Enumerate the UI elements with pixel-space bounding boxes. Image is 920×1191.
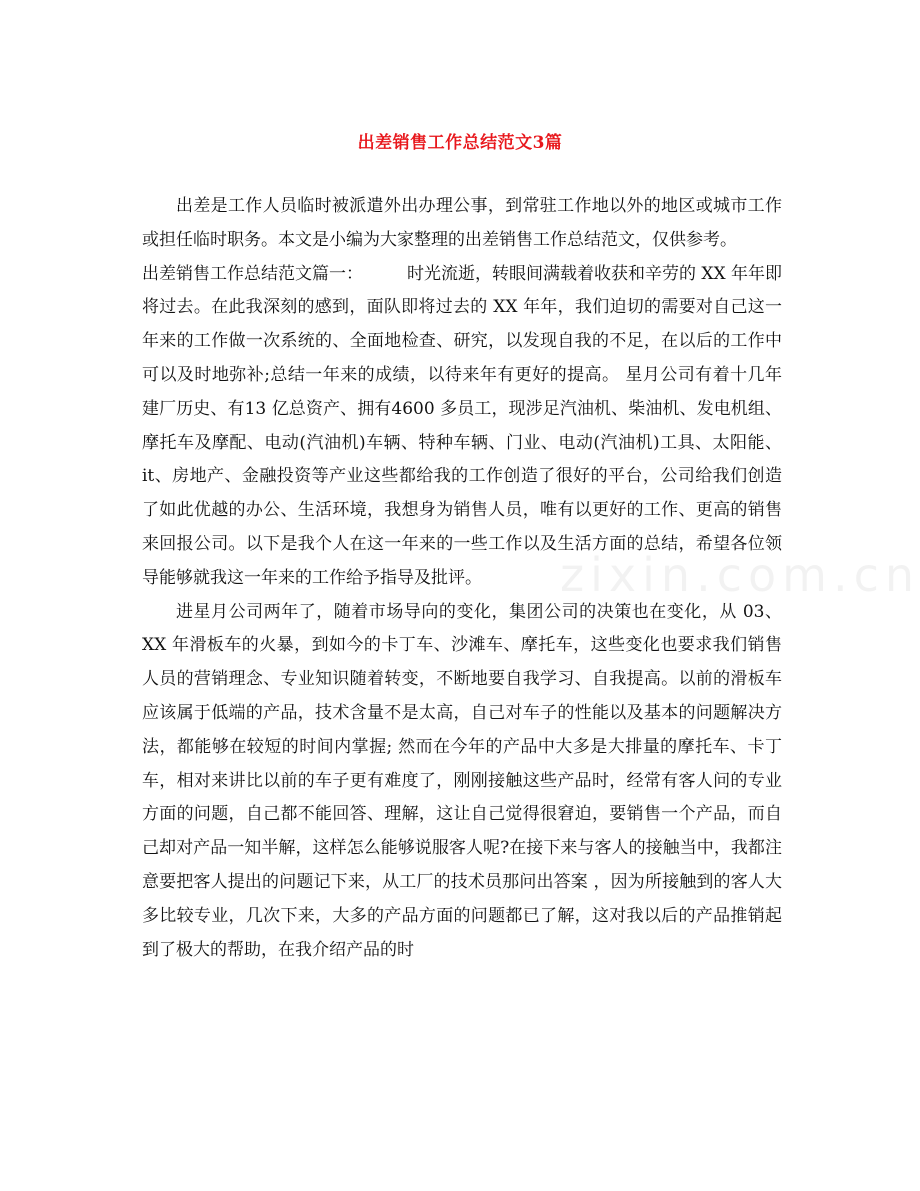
document-title: 出差销售工作总结范文3篇: [357, 133, 563, 153]
section-body: 时光流逝，转眼间满载着收获和辛劳的 XX 年年即将过去。在此我深刻的感到，面队即将过去的 XX 年年，我们迫切的需要对自己这一年来的工作做一次系统的、全面地检查、研究，以发现自我的不足，在以后的工作中可以及时地弥补;总结一年来的成绩，以待来年有更好的提高。 星月公司有着十几年建厂历史、有13 亿总资产、拥有4600 多员工，现涉足汽油机、柴油机、发电机组、摩托车及摩配、电动(汽油机)车辆、特种车辆、门业、电动(汽油机)工具、太阳能、it、房地产、金融投资等产业这些都给我的工作创造了很好的平台，公司给我们创造了如此优越的办公、生活环境，我想身为销售人员，唯有以更好的工作、更高的销售来回报公司。以下是我个人在这一年来的一些工作以及生活方面的总结，希望各位领导能够就我这一年来的工作给予指导及批评。: [142, 263, 783, 588]
watermark: zixin.com.cn: [560, 548, 920, 602]
intro-paragraph: 出差是工作人员临时被派遣外出办理公事，到常驻工作地以外的地区或城市工作或担任临时职务。本文是小编为大家整理的出差销售工作总结范文，仅供参考。: [142, 196, 782, 250]
second-paragraph: 进星月公司两年了，随着市场导向的变化，集团公司的决策也在变化，从 03、XX 年滑板车的火暴，到如今的卡丁车、沙滩车、摩托车，这些变化也要求我们销售人员的营销理念、专业知识随着转变，不断地要自我学习、自我提高。以前的滑板车应该属于低端的产品，技术含量不是太高，自己对车子的性能以及基本的问题解决方法，都能够在较短的时间内掌握; 然而在今年的产品中大多是大排量的摩托车、卡丁车，相对来讲比以前的车子更有难度了，刚刚接触这些产品时，经常有客人问的专业方面的问题，自己都不能回答、理解，这让自己觉得很窘迫，要销售一个产品，而自己却对产品一知半解，这样怎么能够说服客人呢?在接下来与客人的接触当中，我都注意要把客人提出的问题记下来，从工厂的技术员那问出答案 ，因为所接触到的客人大多比较专业，几次下来，大多的产品方面的问题都已了解，这对我以后的产品推销起到了极大的帮助，在我介绍产品的时: [142, 601, 782, 960]
section-paragraph: [142, 258, 782, 596]
document-body: [142, 190, 782, 967]
section-heading: 出差销售工作总结范文篇一：: [142, 263, 363, 284]
